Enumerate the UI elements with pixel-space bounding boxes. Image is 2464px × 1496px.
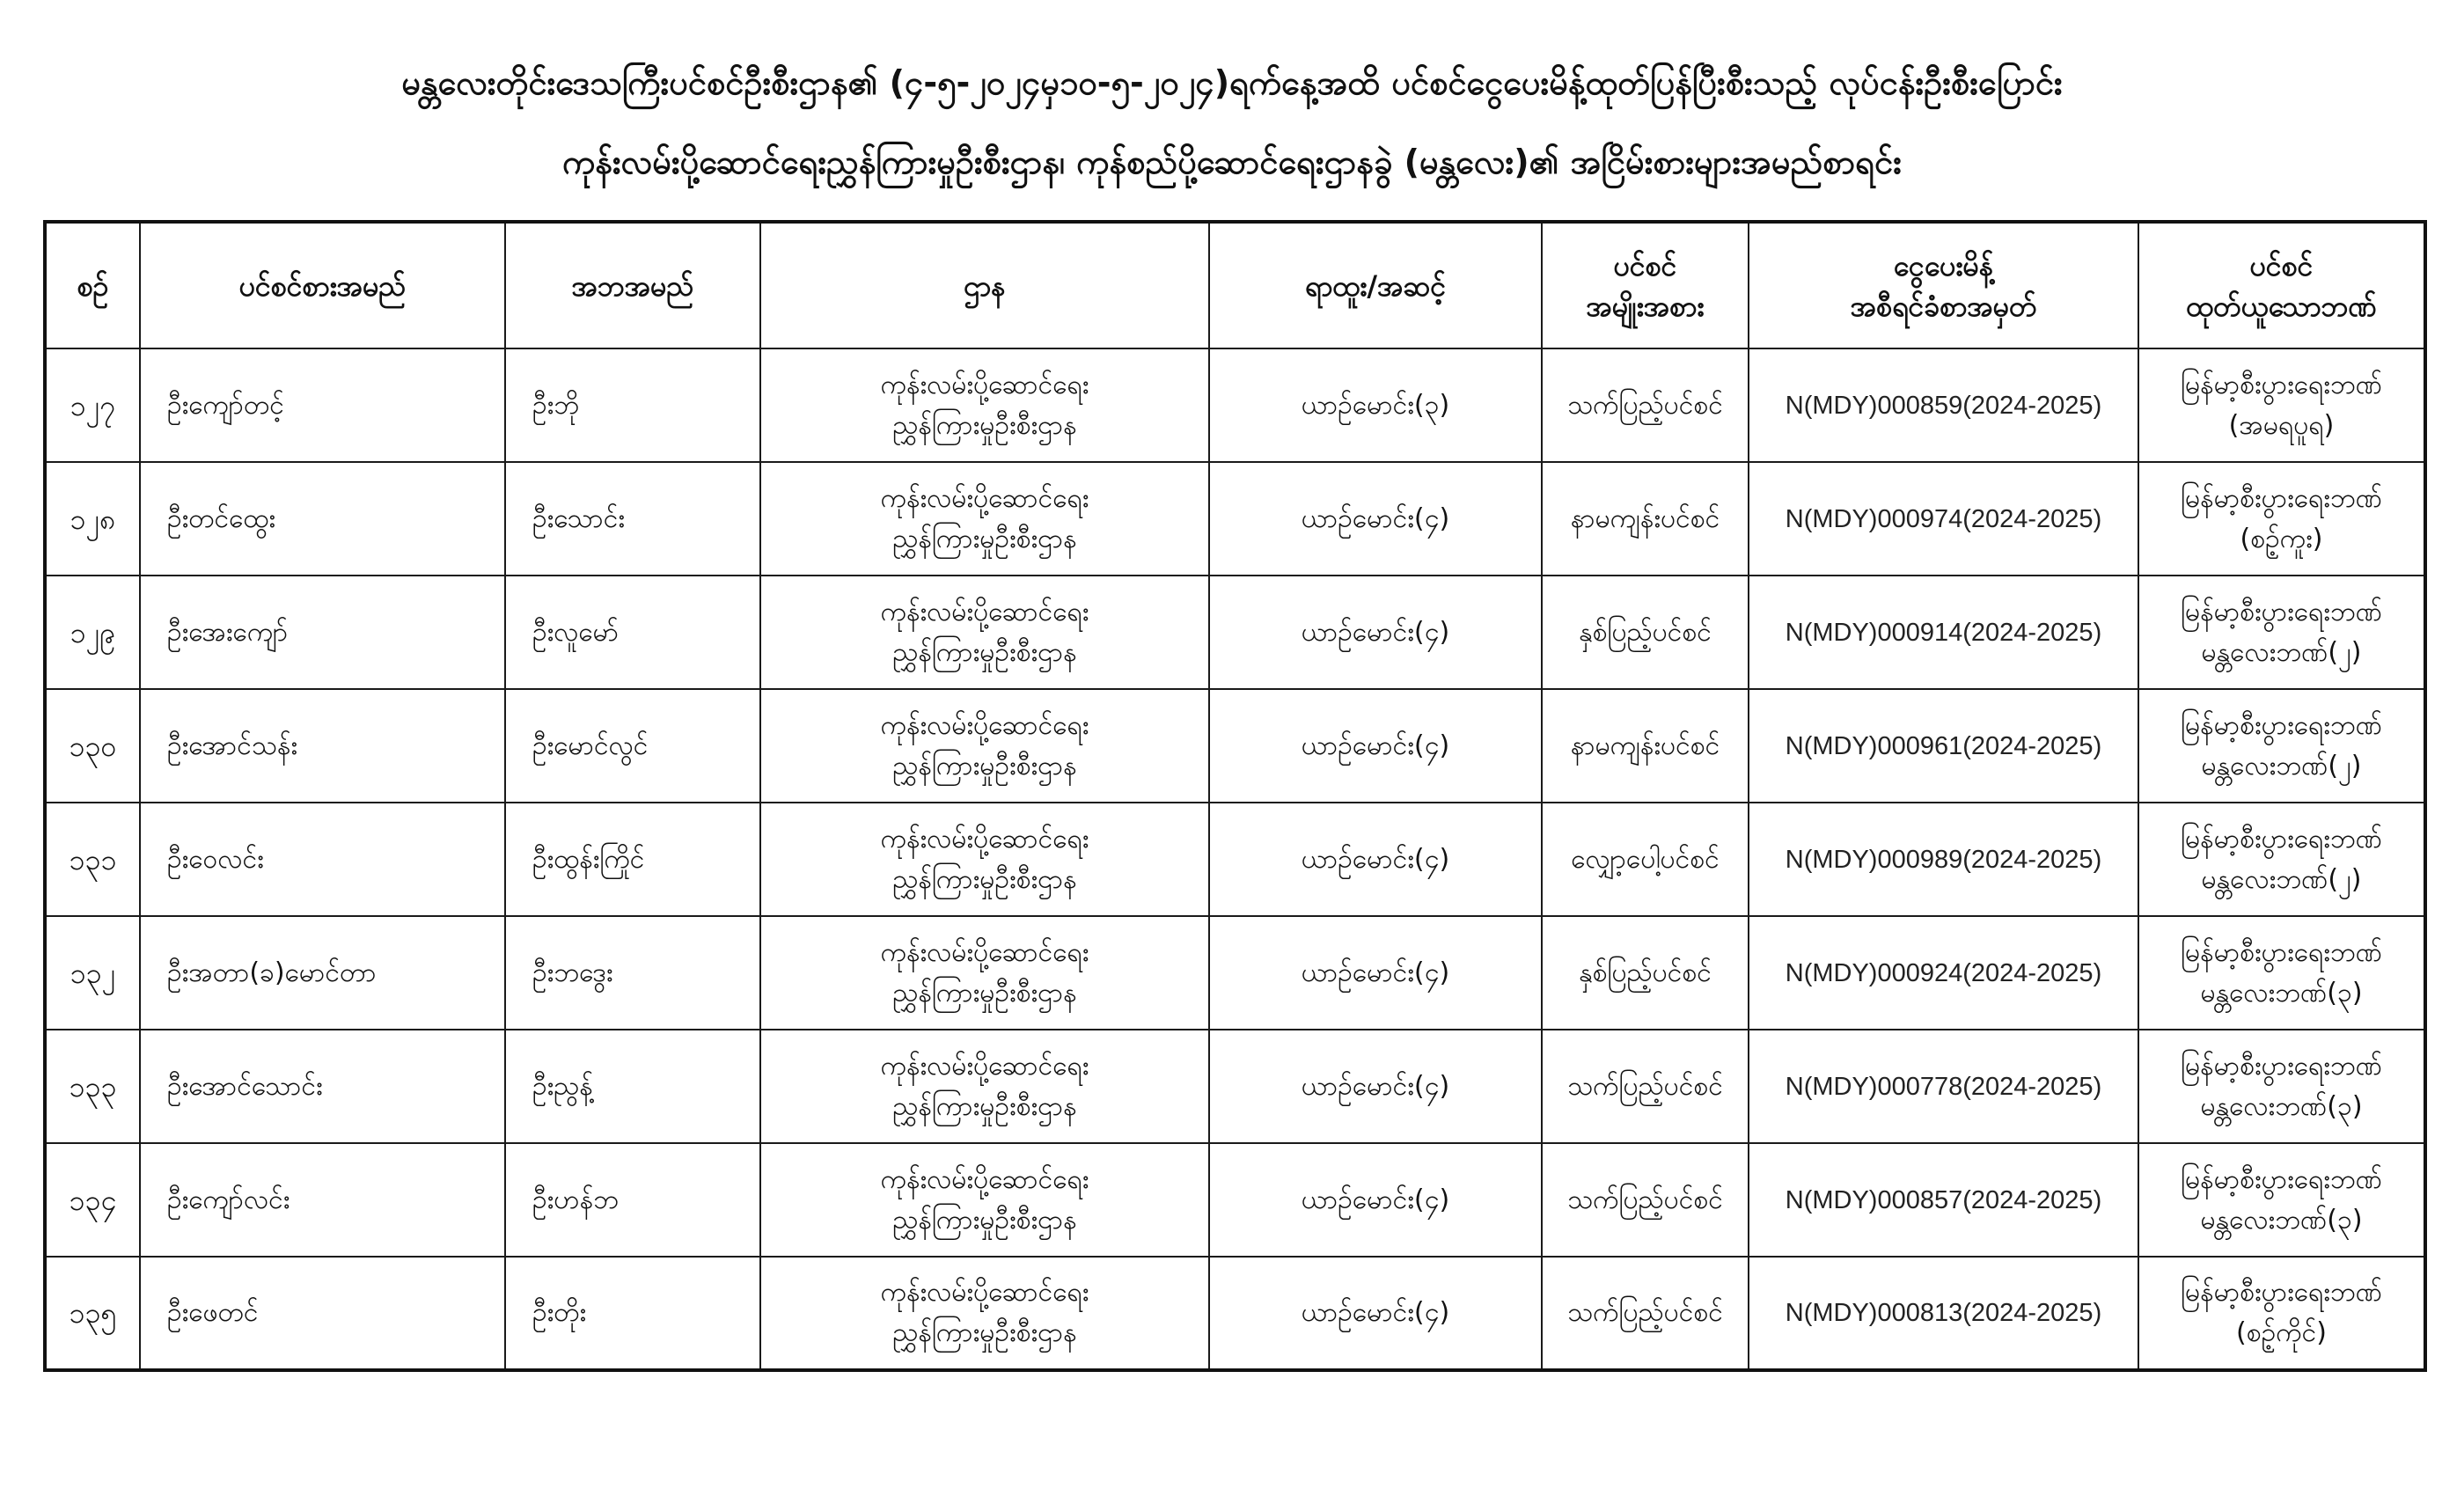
serial-cell: ၁၃၀: [45, 689, 140, 803]
department-cell: ကုန်းလမ်းပို့ဆောင်ရေး ညွှန်ကြားမှုဦးစီးဌာန: [760, 348, 1209, 462]
table-row: [45, 689, 2425, 803]
pension-type-cell: လျှော့ပေါ့ပင်စင်: [1542, 803, 1749, 916]
pensioner-name-cell: ဦးကျော်တင့်: [140, 348, 505, 462]
table-header-row: [45, 222, 2425, 348]
col-header-father-name: အဘအမည်: [505, 222, 760, 348]
table-row: [45, 916, 2425, 1030]
pensioner-name-cell: ဦးအောင်သန်း: [140, 689, 505, 803]
pensioner-name-cell: ဦးကျော်လင်း: [140, 1143, 505, 1257]
rank-cell: ယာဉ်မောင်း(၄): [1209, 576, 1542, 689]
bank-cell: မြန်မာ့စီးပွားရေးဘဏ် (အမရပူရ): [2138, 348, 2425, 462]
col-header-bank: ပင်စင် ထုတ်ယူသောဘဏ်: [2138, 222, 2425, 348]
bank-cell: မြန်မာ့စီးပွားရေးဘဏ် မန္တလေးဘဏ်(၂): [2138, 576, 2425, 689]
bank-cell: မြန်မာ့စီးပွားရေးဘဏ် (စဉ့်ကူး): [2138, 462, 2425, 576]
pension-type-cell: နှစ်ပြည့်ပင်စင်: [1542, 576, 1749, 689]
table-row: [45, 1030, 2425, 1143]
serial-cell: ၁၃၃: [45, 1030, 140, 1143]
department-cell: ကုန်းလမ်းပို့ဆောင်ရေး ညွှန်ကြားမှုဦးစီးဌာန: [760, 803, 1209, 916]
rank-cell: ယာဉ်မောင်း(၄): [1209, 1143, 1542, 1257]
department-cell: ကုန်းလမ်းပို့ဆောင်ရေး ညွှန်ကြားမှုဦးစီးဌာန: [760, 1143, 1209, 1257]
department-cell: ကုန်းလမ်းပို့ဆောင်ရေး ညွှန်ကြားမှုဦးစီးဌာန: [760, 689, 1209, 803]
department-cell: ကုန်းလမ်းပို့ဆောင်ရေး ညွှန်ကြားမှုဦးစီးဌာန: [760, 1257, 1209, 1370]
bank-cell: မြန်မာ့စီးပွားရေးဘဏ် မန္တလေးဘဏ်(၃): [2138, 916, 2425, 1030]
pensioner-table: [43, 220, 2427, 1372]
table-row: [45, 1257, 2425, 1370]
father-name-cell: ဦးဟန်ဘ: [505, 1143, 760, 1257]
bank-cell: မြန်မာ့စီးပွားရေးဘဏ် မန္တလေးဘဏ်(၃): [2138, 1030, 2425, 1143]
pensioner-name-cell: ဦးအေးကျော်: [140, 576, 505, 689]
father-name-cell: ဦးဘို: [505, 348, 760, 462]
col-header-department: ဌာန: [760, 222, 1209, 348]
father-name-cell: ဦးဘဒွေး: [505, 916, 760, 1030]
page-title: မန္တလေးတိုင်းဒေသကြီးပင်စင်ဦးစီးဌာန၏ (၄-၅-၂၀၂၄မှ၁၀-၅-၂၀၂၄)ရက်နေ့အထိ ပင်စင်ငွေပေးမိန့်ထုတ်ပြန်ပြီးစီးသည့် လုပ်ငန်းဦးစီးပြောင်း: [401, 63, 2063, 102]
father-name-cell: ဦးတိုး: [505, 1257, 760, 1370]
department-cell: ကုန်းလမ်းပို့ဆောင်ရေး ညွှန်ကြားမှုဦးစီးဌာန: [760, 576, 1209, 689]
report-number-cell: N(MDY)000778(2024-2025): [1749, 1030, 2138, 1143]
report-number-cell: N(MDY)000961(2024-2025): [1749, 689, 2138, 803]
serial-cell: ၁၃၄: [45, 1143, 140, 1257]
pension-type-cell: သက်ပြည့်ပင်စင်: [1542, 1030, 1749, 1143]
serial-cell: ၁၃၂: [45, 916, 140, 1030]
col-header-report-number: ငွေပေးမိန့် အစီရင်ခံစာအမှတ်: [1749, 222, 2138, 348]
table-row: [45, 348, 2425, 462]
rank-cell: ယာဉ်မောင်း(၄): [1209, 462, 1542, 576]
rank-cell: ယာဉ်မောင်း(၄): [1209, 916, 1542, 1030]
rank-cell: ယာဉ်မောင်း(၄): [1209, 689, 1542, 803]
col-header-serial: စဉ်: [45, 222, 140, 348]
bank-cell: မြန်မာ့စီးပွားရေးဘဏ် မန္တလေးဘဏ်(၃): [2138, 1143, 2425, 1257]
serial-cell: ၁၂၇: [45, 348, 140, 462]
col-header-pensioner-name: ပင်စင်စားအမည်: [140, 222, 505, 348]
rank-cell: ယာဉ်မောင်း(၃): [1209, 348, 1542, 462]
report-number-cell: N(MDY)000974(2024-2025): [1749, 462, 2138, 576]
bank-cell: မြန်မာ့စီးပွားရေးဘဏ် (စဉ့်ကိုင်): [2138, 1257, 2425, 1370]
department-cell: ကုန်းလမ်းပို့ဆောင်ရေး ညွှန်ကြားမှုဦးစီးဌာန: [760, 462, 1209, 576]
col-header-rank: ရာထူး/အဆင့်: [1209, 222, 1542, 348]
father-name-cell: ဦးမောင်လွင်: [505, 689, 760, 803]
pensioner-name-cell: ဦးအောင်သောင်း: [140, 1030, 505, 1143]
serial-cell: ၁၃၅: [45, 1257, 140, 1370]
father-name-cell: ဦးသောင်း: [505, 462, 760, 576]
father-name-cell: ဦးထွန်းကြိုင်: [505, 803, 760, 916]
pension-type-cell: နာမကျန်းပင်စင်: [1542, 462, 1749, 576]
report-number-cell: N(MDY)000813(2024-2025): [1749, 1257, 2138, 1370]
pensioner-name-cell: ဦးဖေတင်: [140, 1257, 505, 1370]
report-number-cell: N(MDY)000859(2024-2025): [1749, 348, 2138, 462]
rank-cell: ယာဉ်မောင်း(၄): [1209, 803, 1542, 916]
bank-cell: မြန်မာ့စီးပွားရေးဘဏ် မန္တလေးဘဏ်(၂): [2138, 803, 2425, 916]
table-row: [45, 462, 2425, 576]
report-number-cell: N(MDY)000924(2024-2025): [1749, 916, 2138, 1030]
table-row: [45, 803, 2425, 916]
serial-cell: ၁၃၁: [45, 803, 140, 916]
rank-cell: ယာဉ်မောင်း(၄): [1209, 1030, 1542, 1143]
pension-type-cell: နာမကျန်းပင်စင်: [1542, 689, 1749, 803]
department-cell: ကုန်းလမ်းပို့ဆောင်ရေး ညွှန်ကြားမှုဦးစီးဌာန: [760, 1030, 1209, 1143]
page-subtitle: ကုန်းလမ်းပို့ဆောင်ရေးညွှန်ကြားမှုဦးစီးဌာန၊ ကုန်စည်ပို့ဆောင်ရေးဌာနခွဲ (မန္တလေး)၏ အငြိမ်းစားများအမည်စာရင်း: [562, 143, 1902, 181]
report-number-cell: N(MDY)000914(2024-2025): [1749, 576, 2138, 689]
table-row: [45, 1143, 2425, 1257]
pension-type-cell: သက်ပြည့်ပင်စင်: [1542, 348, 1749, 462]
rank-cell: ယာဉ်မောင်း(၄): [1209, 1257, 1542, 1370]
pensioner-name-cell: ဦးတင်ထွေး: [140, 462, 505, 576]
bank-cell: မြန်မာ့စီးပွားရေးဘဏ် မန္တလေးဘဏ်(၂): [2138, 689, 2425, 803]
table-row: [45, 576, 2425, 689]
report-number-cell: N(MDY)000989(2024-2025): [1749, 803, 2138, 916]
pension-type-cell: သက်ပြည့်ပင်စင်: [1542, 1257, 1749, 1370]
serial-cell: ၁၂၈: [45, 462, 140, 576]
pension-type-cell: သက်ပြည့်ပင်စင်: [1542, 1143, 1749, 1257]
department-cell: ကုန်းလမ်းပို့ဆောင်ရေး ညွှန်ကြားမှုဦးစီးဌာန: [760, 916, 1209, 1030]
pensioner-name-cell: ဦးဝေလင်း: [140, 803, 505, 916]
report-number-cell: N(MDY)000857(2024-2025): [1749, 1143, 2138, 1257]
serial-cell: ၁၂၉: [45, 576, 140, 689]
father-name-cell: ဦးညွန့်: [505, 1030, 760, 1143]
pensioner-name-cell: ဦးအတာ(ခ)မောင်တာ: [140, 916, 505, 1030]
pension-type-cell: နှစ်ပြည့်ပင်စင်: [1542, 916, 1749, 1030]
father-name-cell: ဦးလူမော်: [505, 576, 760, 689]
col-header-pension-type: ပင်စင် အမျိုးအစား: [1542, 222, 1749, 348]
